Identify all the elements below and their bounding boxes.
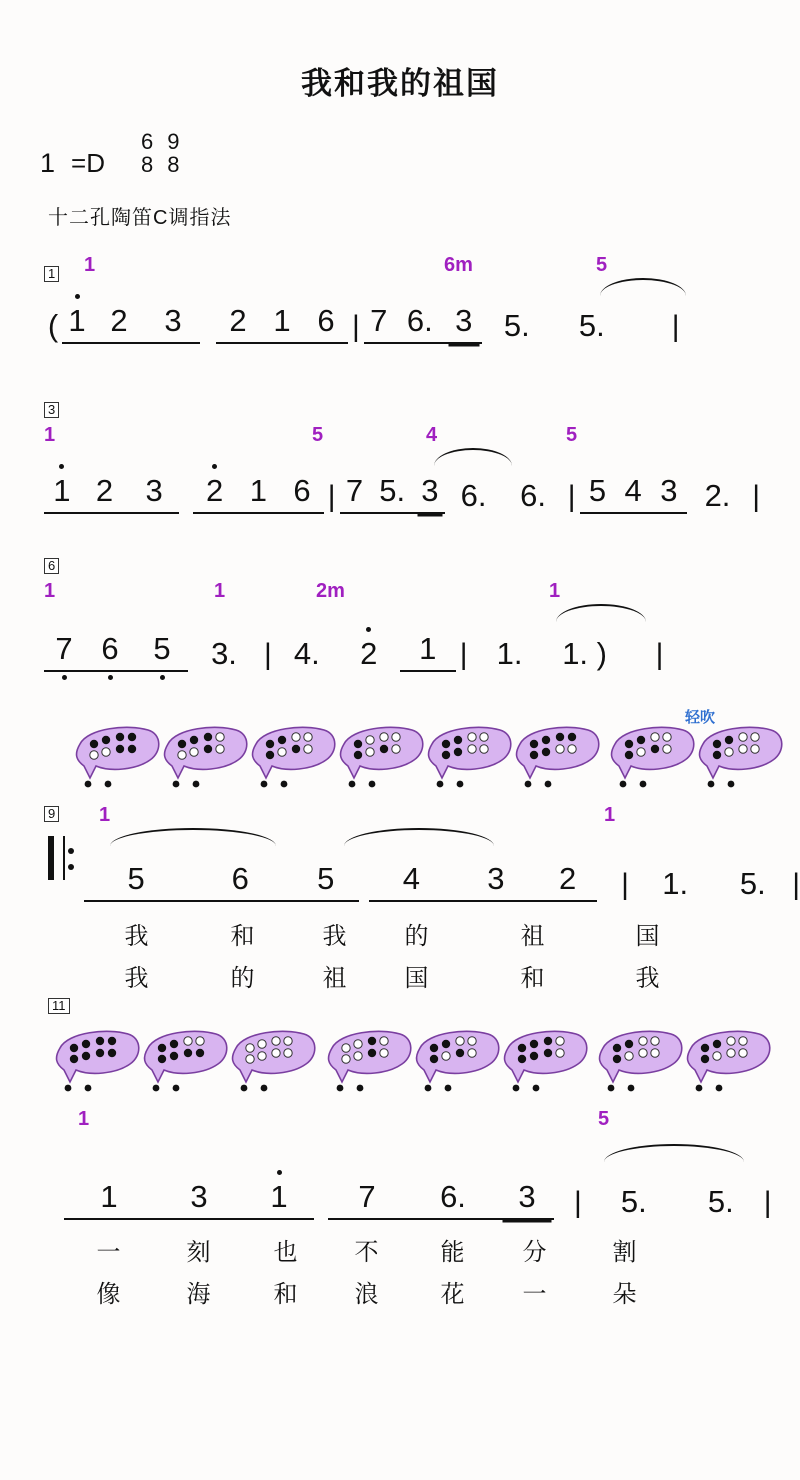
soft-blow-label: 轻吹 [685,709,716,727]
note: 6 [188,861,292,902]
lyric-char: 和 [230,923,256,951]
chord-label: 1 [549,580,561,603]
meter-2: 9 8 [167,129,180,178]
ocarina-fingering-row-2 [40,998,800,1131]
lyric-char: 花 [440,1281,466,1309]
ocarina-diagram [410,1026,506,1106]
lyric-char: 祖 [520,923,546,951]
lyric-char: 也 [273,1239,299,1267]
bar-number-1: 1 [44,266,59,282]
key-signature-line [40,129,800,179]
note: 5 [292,861,359,902]
music-system-3 [44,558,800,672]
lyric-char: 割 [612,1239,638,1267]
lyric-char: 和 [520,965,546,993]
bar-number-3: 3 [44,402,59,418]
lyric-char: 浪 [354,1281,380,1309]
note: 1 [244,1179,314,1220]
lyrics-line-2 [64,1274,800,1309]
ocarina-diagram [681,1026,777,1106]
repeat-start-barline [48,836,65,880]
lyric-char: 国 [635,923,661,951]
note: 5. [739,866,766,902]
lyric-char: 我 [322,923,348,951]
music-system-1 [44,256,800,348]
chord-label: 1 [604,804,616,827]
music-system-2 [44,402,800,514]
note: 5. [620,1184,647,1220]
note-row: 1 3 1 7 6. 3 | 5. 5. | [64,1162,800,1220]
note: 3 [454,861,539,902]
lyric-char: 刻 [186,1239,212,1267]
note: 4 [369,861,454,902]
lyrics-line-1 [64,1232,800,1267]
lyric-char: 一 [96,1239,122,1267]
lyric-char: 能 [440,1239,466,1267]
ocarina-diagram [422,722,518,802]
ocarina-diagram [693,722,789,802]
note-row: 7 6 5 3. | 4. 2 1 | 1. 1. ) | [44,614,764,672]
chord-label: 5 [312,424,324,447]
ocarina-diagram [498,1026,594,1106]
chord-label: 1 [44,424,56,447]
chord-label: 2m [316,580,345,603]
lyric-char: 一 [522,1281,548,1309]
note: 5 [84,861,188,902]
ocarina-diagram [605,722,701,802]
page-title: 我和我的祖国 [301,66,499,101]
lyric-char: 不 [354,1239,380,1267]
bar-number-11: 11 [48,998,70,1014]
note-row: ( 1 2 3 2 1 6 | 7 6. 3 5. 5. | [47,303,680,344]
lyric-char: 我 [124,965,150,993]
lyric-char: 朵 [612,1281,638,1309]
meter-1: 6 8 [141,129,154,178]
music-system-11 [44,1152,800,1332]
ocarina-diagram [138,1026,234,1106]
ocarina-diagram [158,722,254,802]
note: 2 [538,861,597,902]
lyric-char: 我 [635,965,661,993]
chord-label: 1 [214,580,226,603]
music-system-9 [44,804,800,993]
slur [604,1144,744,1162]
note: 1 [64,1179,154,1220]
bar-number-6: 6 [44,558,59,574]
note: 7 [328,1179,406,1220]
chord-label: 4 [426,424,438,447]
note: 1. [662,866,689,902]
ocarina-diagram [70,722,166,802]
chord-label: 1 [84,254,96,277]
ocarina-fingering-row-1 [40,709,800,808]
lyric-char: 的 [230,965,256,993]
lyric-char: 海 [186,1281,212,1309]
note-row: 1 2 3 2 1 6 | 7 5. 3 6. 6. | 5 4 3 2. | [44,456,764,514]
lyric-char: 祖 [322,965,348,993]
lyric-char: 分 [522,1239,548,1267]
fingering-subtitle: 十二孔陶笛C调指法 [48,207,232,230]
lyrics-line-1 [84,916,800,951]
note: 5. [707,1184,734,1220]
key-do-number: 1 [40,148,56,179]
lyrics-line-2 [84,958,800,993]
chord-label: 5 [598,1108,610,1131]
chord-label: 5 [566,424,578,447]
ocarina-diagram [246,722,342,802]
chord-label: 1 [99,804,111,827]
ocarina-diagram [510,722,606,802]
lyric-char: 和 [273,1281,299,1309]
lyric-char: 的 [404,923,430,951]
ocarina-diagram [334,722,430,802]
chord-label: 1 [78,1108,90,1131]
chord-label: 1 [44,580,56,603]
bar-number-9: 9 [44,806,59,822]
ocarina-diagram [593,1026,689,1106]
lyric-char: 我 [124,923,150,951]
ocarina-diagram [226,1026,322,1106]
lyric-char: 像 [96,1281,122,1309]
chord-label: 5 [596,254,608,277]
ocarina-diagram [50,1026,146,1106]
chord-label: 6m [444,254,473,277]
lyric-char: 国 [404,965,430,993]
note: 3 [154,1179,244,1220]
note: 3 [500,1179,554,1220]
ocarina-diagram [322,1026,418,1106]
note-row: 5 6 5 4 3 2 | 1. 5. | [84,844,800,902]
note: 6. [406,1179,500,1220]
meter-group [123,129,194,179]
key-value: =D [71,148,105,179]
